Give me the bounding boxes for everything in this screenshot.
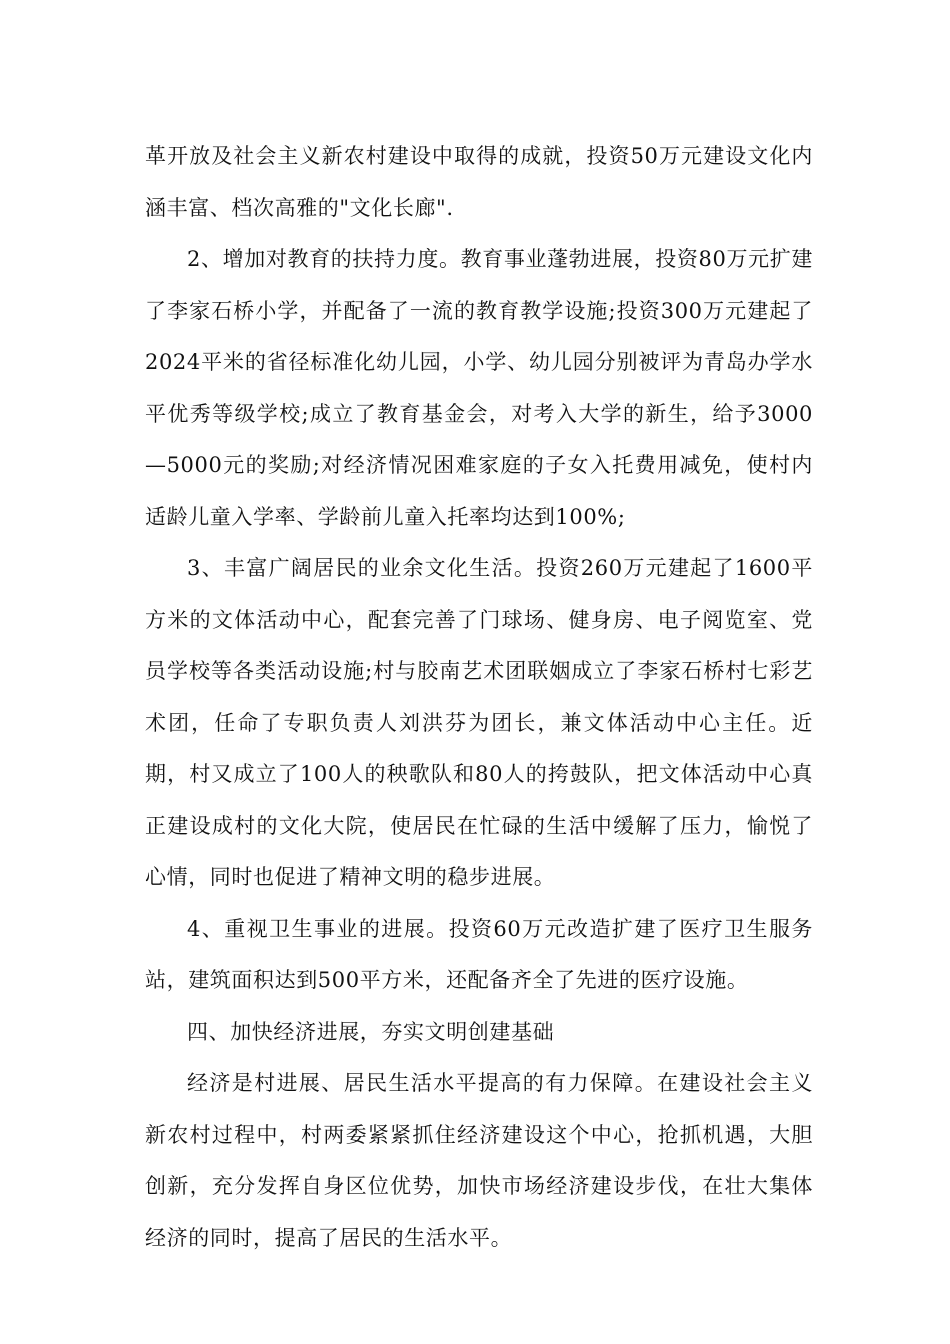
paragraph-economy: 经济是村进展、居民生活水平提高的有力保障。在建设社会主义新农村过程中，村两委紧紧抓住经济建设这个中心，抢抓机遇，大胆创新，充分发挥自身区位优势，加快市场经济建设步伐，在壮大集体经济的同时，提高了居民的生活水平。 [145, 1071, 813, 1250]
paragraph-health: 4、重视卫生事业的进展。投资60万元改造扩建了医疗卫生服务站，建筑面积达到500平方米，还配备齐全了先进的医疗设施。 [145, 916, 813, 992]
paragraph-continuation: 革开放及社会主义新农村建设中取得的成就，投资50万元建设文化内涵丰富、档次高雅的"文化长廊". [145, 144, 813, 220]
document-body [145, 131, 813, 1264]
paragraph-education: 2、增加对教育的扶持力度。教育事业蓬勃进展，投资80万元扩建了李家石桥小学，并配备了一流的教育教学设施;投资300万元建起了2024平米的省径标准化幼儿园，小学、幼儿园分别被评为青岛办学水平优秀等级学校;成立了教育基金会，对考入大学的新生，给予3000—5000元的奖励;对经济情况困难家庭的子女入托费用减免，使村内适龄儿童入学率、学龄前儿童入托率均达到100%; [145, 247, 813, 529]
paragraph-culture: 3、丰富广阔居民的业余文化生活。投资260万元建起了1600平方米的文体活动中心，配套完善了门球场、健身房、电子阅览室、党员学校等各类活动设施;村与胶南艺术团联姻成立了李家石桥村七彩艺术团，任命了专职负责人刘洪芬为团长，兼文体活动中心主任。近期，村又成立了100人的秧歌队和80人的挎鼓队，把文体活动中心真正建设成村的文化大院，使居民在忙碌的生活中缓解了压力，愉悦了心情，同时也促进了精神文明的稳步进展。 [145, 556, 813, 889]
section-heading-economy: 四、加快经济进展，夯实文明创建基础 [187, 1019, 555, 1044]
